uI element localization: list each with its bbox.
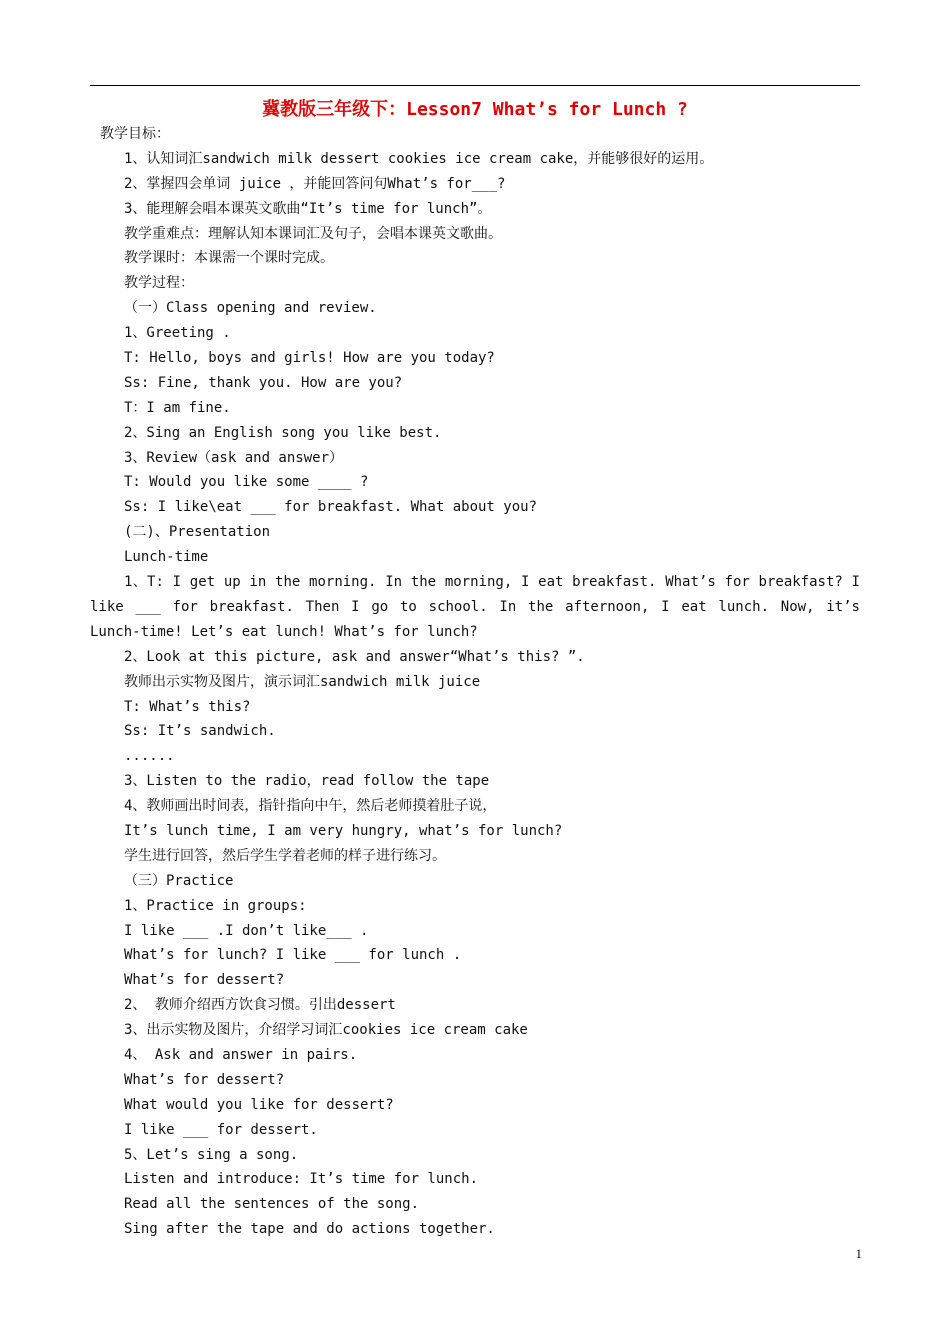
text-line: I like ___ .I don’t like___ . — [124, 922, 369, 939]
text-line: Lunch-time — [124, 549, 209, 566]
text-line: What’s for dessert? — [124, 972, 285, 989]
text-line: （一）Class opening and review. — [124, 300, 377, 317]
text-line: 3、能理解会唱本课英文歌曲“It’s time for lunch”。 — [124, 200, 492, 217]
text-line: 教师出示实物及图片，演示词汇sandwich milk juice — [124, 673, 481, 690]
text-line: (二)、Presentation — [124, 524, 271, 541]
text-line: 1、T: I get up in the morning. In the morning, I eat breakfast. What’s for breakfast? I like ___ for breakfast. Then I go to school. In the afternoon, I eat lunch. Now, it’s Lunch-time! Let’s eat lunch! What’s for lunch? — [90, 574, 860, 640]
text-line: What’s for dessert? — [124, 1071, 285, 1088]
text-line: T: What’s this? — [124, 698, 251, 715]
text-line: 教学目标： — [100, 126, 170, 142]
header-rule — [90, 85, 860, 86]
text-line: It’s lunch time, I am very hungry, what’s for lunch? — [124, 822, 563, 839]
page-number: 1 — [855, 1246, 862, 1261]
text-line: 教学过程： — [124, 275, 194, 292]
text-line: 3、出示实物及图片，介绍学习词汇cookies ice cream cake — [124, 1022, 528, 1039]
text-line: 3、Listen to the radio，read follow the tape — [124, 773, 490, 790]
text-line: 3、Review（ask and answer） — [124, 449, 344, 466]
text-line: 2、Sing an English song you like best. — [124, 424, 442, 441]
text-line: 1、认知词汇sandwich milk dessert cookies ice cream cake，并能够很好的运用。 — [124, 150, 714, 167]
text-line: 1、Practice in groups: — [124, 897, 307, 914]
text-line: T：I am fine. — [124, 399, 231, 416]
text-line: 2、掌握四会单词 juice ，并能回答问句What’s for___? — [124, 175, 506, 192]
document-title: 冀教版三年级下：Lesson7 What’s for Lunch ? — [262, 99, 688, 120]
text-line: 1、Greeting . — [124, 325, 231, 342]
text-line: Ss: Fine, thank you. How are you? — [124, 374, 403, 391]
text-line: 4、教师画出时间表，指针指向中午，然后老师摸着肚子说， — [124, 798, 497, 815]
text-line: Ss: It’s sandwich. — [124, 723, 276, 740]
text-line: 教学课时：本课需一个课时完成。 — [124, 250, 334, 267]
text-line: 2、Look at this picture, ask and answer“What’s this? ”. — [124, 648, 585, 665]
text-line: 教学重难点：理解认知本课词汇及句子，会唱本课英文歌曲。 — [124, 225, 502, 242]
text-line: 5、Let’s sing a song. — [124, 1146, 299, 1163]
text-line: Listen and introduce: It’s time for lunch. — [124, 1171, 479, 1188]
text-line: T: Would you like some ____ ? — [124, 474, 369, 491]
text-line: What’s for lunch? I like ___ for lunch . — [124, 947, 462, 964]
text-line: （三）Practice — [124, 872, 234, 889]
text-line: Sing after the tape and do actions together. — [124, 1221, 495, 1238]
text-line: What would you like for dessert? — [124, 1096, 394, 1113]
text-line: 2、 教师介绍西方饮食习惯。引出dessert — [124, 997, 396, 1014]
text-line: ...... — [124, 748, 175, 765]
document-body — [90, 122, 860, 1242]
text-line: Ss: I like\eat ___ for breakfast. What about you? — [124, 499, 538, 516]
text-line: Read all the sentences of the song. — [124, 1196, 420, 1213]
text-line: T: Hello, boys and girls! How are you today? — [124, 350, 495, 367]
text-line: 学生进行回答，然后学生学着老师的样子进行练习。 — [124, 847, 446, 864]
text-line: 4、 Ask and answer in pairs. — [124, 1047, 358, 1063]
text-line: I like ___ for dessert. — [124, 1121, 318, 1138]
